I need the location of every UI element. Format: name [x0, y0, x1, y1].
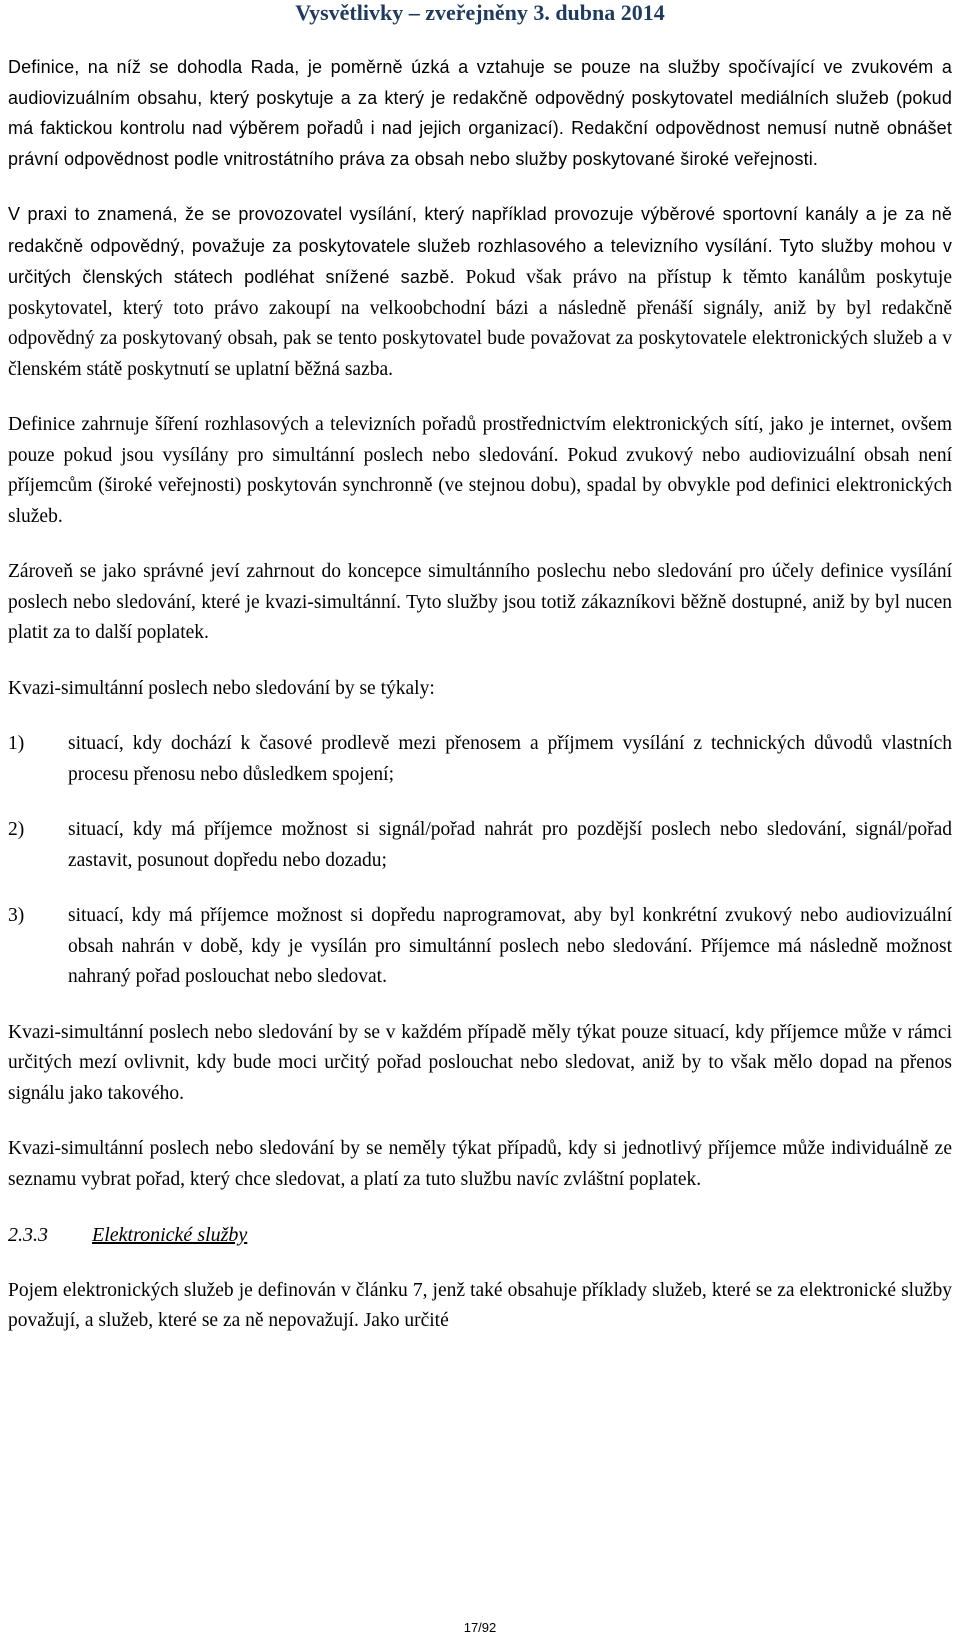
paragraph-practice-serif: Pokud však právo na přístup k těmto kanálům poskytuje poskytovatel, který toto právo zakoupí na velkoobchodní bázi a následně přenáší signály, aniž by byl redakčně odpovědný za poskytovaný obsah, pak se tento poskytovatel bude považovat za poskytovatele elektronických služeb a v členském státě poskytnutí se uplatní běžná sazba.: [8, 267, 952, 380]
list-number: 3): [8, 905, 25, 926]
list-item: [8, 729, 952, 790]
list-text: situací, kdy má příjemce možnost si dopředu naprogramovat, aby byl konkrétní zvukový nebo audiovizuální obsah nahrán v době, kdy je vysílán pro simultánní poslech nebo sledování. Příjemce má následně možnost nahraný pořad poslouchat nebo sledovat.: [68, 905, 952, 987]
list-text: situací, kdy má příjemce možnost si signál/pořad nahrát pro pozdější poslech nebo sledování, signál/pořad zastavit, posunout dopředu nebo dozadu;: [68, 819, 952, 871]
paragraph-broadcast-networks: Definice zahrnuje šíření rozhlasových a televizních pořadů prostřednictvím elektronických sítí, jako je internet, ovšem pouze pokud jsou vysílány pro simultánní poslech nebo sledování. Pokud zvukový nebo audiovizuální obsah není příjemcům (široké veřejnosti) poskytován synchronně (ve stejnou dobu), spadal by obvykle pod definici elektronických služeb.: [8, 414, 952, 527]
paragraph-quasi-exclusions: Kvazi-simultánní poslech nebo sledování by se neměly týkat případů, kdy si jednotlivý příjemce může individuálně ze seznamu vybrat pořad, který chce sledovat, a platí za tuto službu navíc zvláštní poplatek.: [8, 1138, 952, 1190]
paragraph-list-intro: Kvazi-simultánní poslech nebo sledování by se týkaly:: [8, 677, 435, 699]
paragraph-electronic-services: Pojem elektronických služeb je definován v článku 7, jenž také obsahuje příklady služeb, které se za elektronické služby považují, a služeb, které se za ně nepovažují. Jako určité: [8, 1279, 952, 1331]
page-header: Vysvětlivky – zveřejněny 3. dubna 2014: [295, 0, 665, 25]
paragraph-practice-sans: V praxi to znamená, že se provozovatel vysílání, který například provozuje výběrové sportovní kanály a je za ně redakčně odpovědný, považuje za poskytovatele služeb rozhlasového a televizního vysílání. Tyto služby mohou v určitých členských státech podléhat snížené sazbě.: [8, 204, 952, 287]
paragraph-practice: [8, 199, 952, 385]
list-item: [8, 901, 952, 993]
section-number: 2.3.3: [8, 1224, 48, 1246]
list-item: [8, 815, 952, 876]
list-number: 1): [8, 733, 25, 754]
paragraph-definition-scope: Definice, na níž se dohodla Rada, je poměrně úzká a vztahuje se pouze na služby spočívající ve zvukovém a audiovizuálním obsahu, který poskytuje a za který je redakčně odpovědný poskytovatel mediálních služeb (pokud má faktickou kontrolu nad výběrem pořadů i nad jejich organizací). Redakční odpovědnost nemusí nutně obnášet právní odpovědnost podle vnitrostátního práva za obsah nebo služby poskytované široké veřejnosti.: [8, 57, 952, 169]
paragraph-quasi-cases: Kvazi-simultánní poslech nebo sledování by se v každém případě měly týkat pouze situací, kdy příjemce může v rámci určitých mezí ovlivnit, kdy bude moci určitý pořad poslouchat nebo sledovat, aniž by to však mělo dopad na přenos signálu jako takového.: [8, 1021, 952, 1104]
section-title: Elektronické služby: [92, 1224, 248, 1246]
list-text: situací, kdy dochází k časové prodlevě mezi přenosem a příjmem vysílání z technických důvodů vlastních procesu přenosu nebo důsledkem spojení;: [68, 733, 952, 785]
paragraph-quasi-simultaneous: Zároveň se jako správné jeví zahrnout do koncepce simultánního poslechu nebo sledování pro účely definice vysílání poslech nebo sledování, které je kvazi-simultánní. Tyto služby jsou totiž zákazníkovi běžně dostupné, aniž by byl nucen platit za to další poplatek.: [8, 561, 952, 643]
section-heading: [8, 1220, 952, 1251]
page-number: 17/92: [463, 1620, 497, 1635]
list-number: 2): [8, 819, 25, 840]
document-body: [8, 52, 952, 1337]
